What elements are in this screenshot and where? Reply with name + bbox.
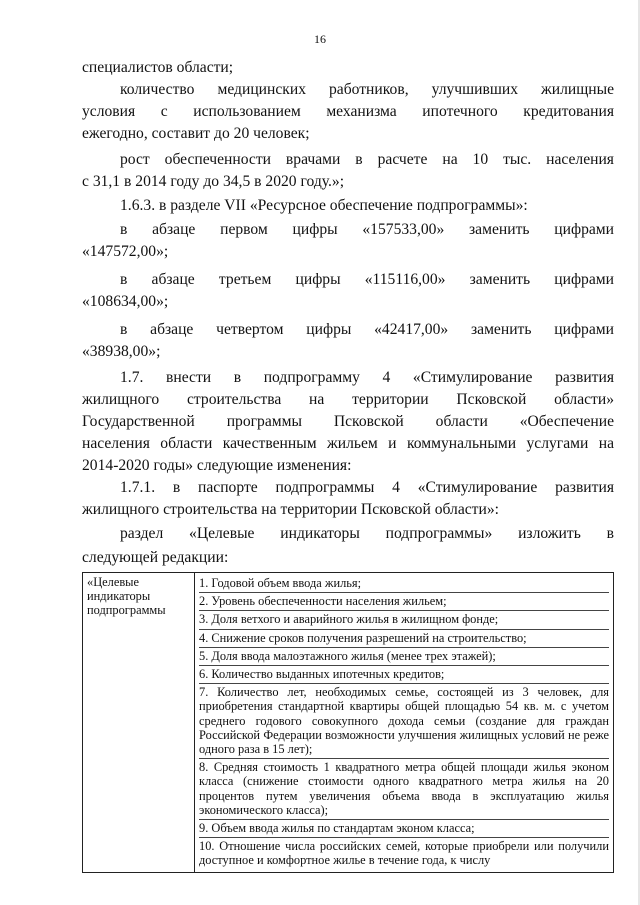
indicator-item: 5. Доля ввода малоэтажного жилья (менее трех этажей); [199, 648, 609, 666]
paragraph-line: ежегодно, составит до 20 человек; [82, 125, 310, 142]
paragraph-line: «147572,00»; [82, 243, 169, 260]
indicator-item: 7. Количество лет, необходимых семье, состоящей из 3 человек, для приобретения стандартной квартиры общей площадью 54 кв. м. с учетом среднего годового совокупного дохода семьи (создание для граждан Российской Федерации возможности улучшения жилищных условий не реже одного раза в 15 лет); [199, 684, 609, 759]
indicator-item: 2. Уровень обеспеченности населения жильем; [199, 593, 609, 611]
indicator-item: 1. Годовой объем ввода жилья; [199, 575, 609, 593]
indicator-item: 4. Снижение сроков получения разрешений на строительство; [199, 630, 609, 648]
target-indicators-table [82, 572, 614, 873]
paragraph-line: следующей редакции: [82, 549, 229, 566]
paragraph-line: в абзаце третьем цифры «115116,00» заменить цифрами [120, 271, 614, 288]
paragraph-line: специалистов области; [82, 59, 234, 76]
paragraph-line: населения области качественным жильем и коммунальными услугами на [82, 435, 614, 452]
paragraph-line: раздел «Целевые индикаторы подпрограммы» изложить в [120, 525, 614, 542]
paragraph-line: «38938,00»; [82, 343, 161, 360]
paragraph-line: количество медицинских работников, улучшивших жилищные [120, 81, 614, 98]
paragraph-line: 1.7. внести в подпрограмму 4 «Стимулирование развития [120, 369, 614, 386]
paragraph-line: 2014-2020 годы» следующие изменения: [82, 457, 352, 474]
page-number: 16 [314, 32, 326, 46]
indicator-item: 9. Объем ввода жилья по стандартам эконом класса; [199, 820, 609, 838]
paragraph-line: с 31,1 в 2014 году до 34,5 в 2020 году.»; [82, 173, 345, 190]
paragraph-line: рост обеспеченности врачами в расчете на 10 тыс. населения [120, 151, 614, 168]
table-items-cell [195, 573, 614, 873]
indicator-item: 6. Количество выданных ипотечных кредитов; [199, 666, 609, 684]
paragraph-line: жилищного строительства на территории Псковской области»: [82, 501, 499, 518]
indicator-item: 10. Отношение числа российских семей, которые приобрели или получили доступное и комфортное жилье в течение года, к числу [199, 839, 609, 868]
indicator-item: 3. Доля ветхого и аварийного жилья в жилищном фонде; [199, 611, 609, 629]
table-left-cell: «Целевые индикаторы подпрограммы [83, 573, 195, 873]
indicator-item: 8. Средняя стоимость 1 квадратного метра общей площади жилья эконом класса (снижение стоимости одного квадратного метра жилья на 20 процентов путем увеличения объема ввода в эксплуатацию жилья экономического класса); [199, 759, 609, 820]
paragraph-line: в абзаце четвертом цифры «42417,00» заменить цифрами [120, 321, 614, 338]
paragraph-line: условия с использованием механизма ипотечного кредитования [82, 103, 614, 120]
paragraph-line: Государственной программы Псковской области «Обеспечение [82, 413, 614, 430]
paragraph-line: в абзаце первом цифры «157533,00» заменить цифрами [120, 221, 614, 238]
paragraph-line: «108634,00»; [82, 293, 169, 310]
paragraph-line: жилищного строительства на территории Псковской области» [82, 391, 614, 408]
paragraph-line: 1.6.3. в разделе VII «Ресурсное обеспечение подпрограммы»: [120, 197, 528, 214]
paragraph-line: 1.7.1. в паспорте подпрограммы 4 «Стимулирование развития [120, 479, 614, 496]
